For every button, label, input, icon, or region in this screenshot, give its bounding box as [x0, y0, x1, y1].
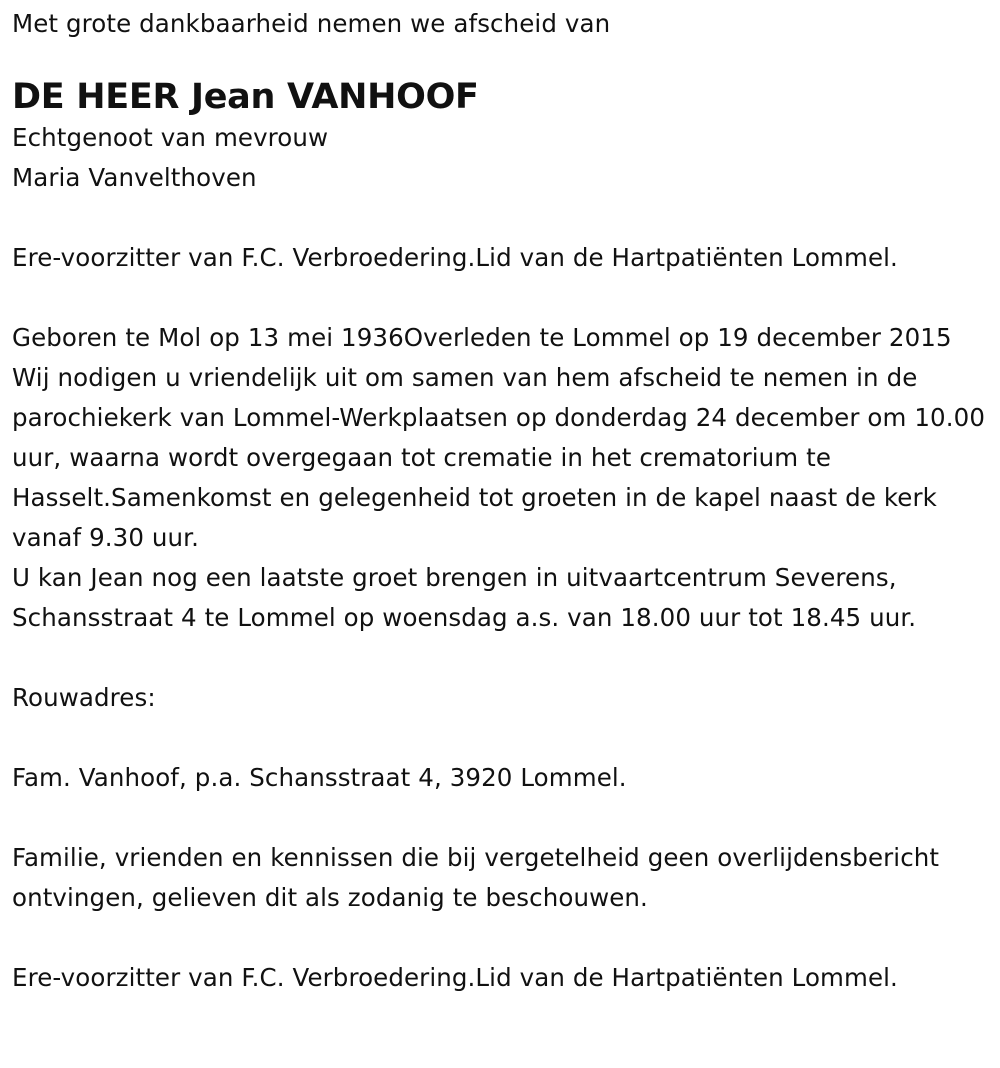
- viewing-text: U kan Jean nog een laatste groet brengen in uitvaartcentrum Severens, Schansstraat 4 te Lommel op woensdag a.s. van 18.00 uur tot 18.45 uur.: [12, 563, 917, 632]
- spacer: [12, 278, 988, 318]
- intro-text: Met grote dankbaarheid nemen we afscheid van: [12, 9, 611, 38]
- spacer: [12, 798, 988, 838]
- spacer: [12, 718, 988, 758]
- invitation-text: Wij nodigen u vriendelijk uit om samen van hem afscheid te nemen in de parochiekerk van Lommel-Werkplaatsen op donderdag 24 december om 10.00 uur, waarna wordt overgegaan tot crematie in het crematorium te Hasselt.Samenkomst en gelegenheid tot groeten in de kapel naast de kerk vanaf 9.30 uur.: [12, 363, 986, 552]
- notice-text: Familie, vrienden en kennissen die bij vergetelheid geen overlijdensbericht ontvingen, gelieven dit als zodanig te beschouwen.: [12, 843, 940, 912]
- roles-text: Ere-voorzitter van F.C. Verbroedering.Lid van de Hartpatiënten Lommel.: [12, 243, 898, 272]
- address-text: Fam. Vanhoof, p.a. Schansstraat 4, 3920 Lommel.: [12, 763, 627, 792]
- address-label: Rouwadres:: [12, 683, 156, 712]
- deceased-name: DE HEER Jean VANHOOF: [12, 77, 479, 117]
- birth-death-text: Geboren te Mol op 13 mei 1936Overleden te Lommel op 19 december 2015: [12, 323, 952, 352]
- spacer: [12, 198, 988, 238]
- spouse-line-2: Maria Vanvelthoven: [12, 163, 257, 192]
- roles-text-repeat: Ere-voorzitter van F.C. Verbroedering.Lid van de Hartpatiënten Lommel.: [12, 963, 898, 992]
- spouse-line-1: Echtgenoot van mevrouw: [12, 123, 329, 152]
- spacer: [12, 918, 988, 958]
- spacer: [12, 638, 988, 678]
